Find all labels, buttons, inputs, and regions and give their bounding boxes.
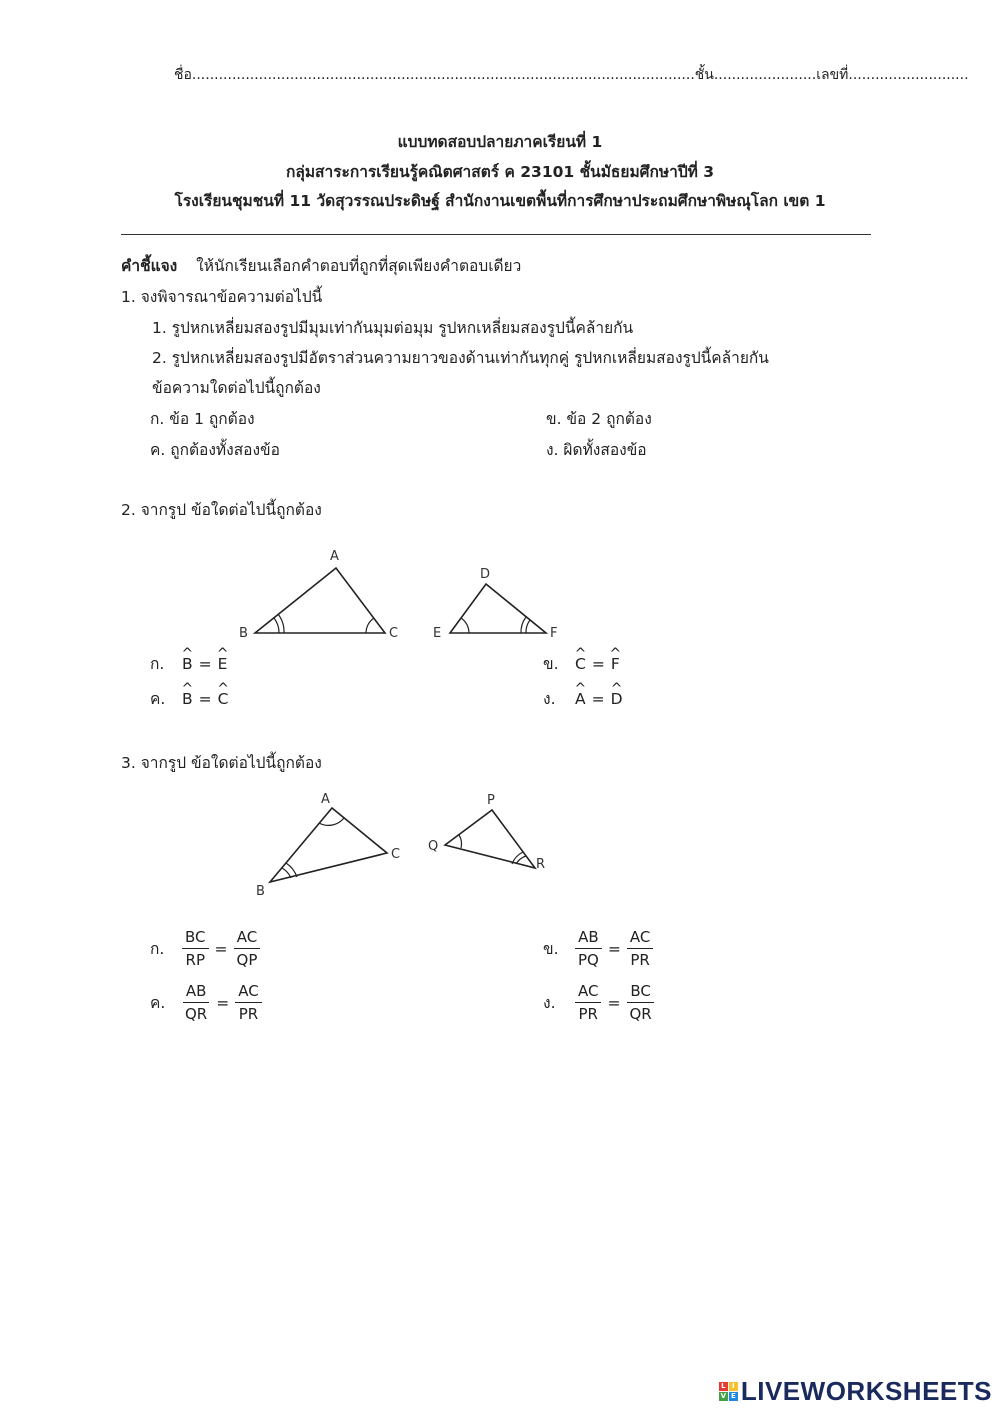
q2-angle-f-arc-1 <box>526 620 530 633</box>
q2-angle-e-arc <box>461 618 469 633</box>
q3-option-b-frac-2: $\frac{AC}{PR}$ <box>627 928 653 969</box>
q3-option-c-frac-2: $\frac{AC}{PR}$ <box>235 982 261 1023</box>
q3-prompt: 3. จากรูป ข้อใดต่อไปนี้ถูกต้อง <box>121 754 322 772</box>
exam-school: โรงเรียนชุมชนที่ 11 วัดสุวรรณประดิษฐ์ สำนักงานเขตพื้นที่การศึกษาประถมศึกษาพิษณุโลก เขต 1 <box>174 192 826 210</box>
q2-option-d-right: ^ D <box>611 690 623 708</box>
q1-option-c[interactable]: ค. ถูกต้องทั้งสองข้อ <box>150 441 280 459</box>
q2-option-d-letter: ง. <box>543 690 556 708</box>
q3-label-a: A <box>321 792 330 807</box>
q3-option-b[interactable]: ข. $\frac{AB}{PQ}$ = $\frac{AC}{PR}$ <box>543 928 653 969</box>
q3-option-c-letter: ค. <box>150 994 166 1012</box>
logo-mark-icon: L I V E <box>719 1382 738 1401</box>
q1-statement-2: 2. รูปหกเหลี่ยมสองรูปมีอัตราส่วนความยาวของด้านเท่ากันทุกคู่ รูปหกเหลี่ยมสองรูปนี้คล้ายกัน <box>152 349 769 367</box>
q1-option-a[interactable]: ก. ข้อ 1 ถูกต้อง <box>150 410 255 428</box>
q3-option-a-letter: ก. <box>150 940 165 958</box>
q2-label-c: C <box>389 626 399 641</box>
q2-label-f: F <box>550 626 558 641</box>
logo-text: LIVEWORKSHEETS <box>740 1376 992 1406</box>
q2-option-a-right: ^ E <box>218 655 228 673</box>
q2-option-c-left: ^ B <box>182 690 193 708</box>
q2-triangle-def <box>450 584 546 633</box>
q2-label-b: B <box>239 626 248 641</box>
liveworksheets-logo[interactable] <box>719 1376 992 1407</box>
q2-label-d: D <box>480 567 491 582</box>
q3-option-a[interactable]: ก. $\frac{BC}{RP}$ = $\frac{AC}{QP}$ <box>150 928 260 969</box>
q3-option-d[interactable]: ง. $\frac{AC}{PR}$ = $\frac{BC}{QR}$ <box>543 982 655 1023</box>
q2-triangle-abc <box>255 568 385 633</box>
q1-option-b[interactable]: ข. ข้อ 2 ถูกต้อง <box>546 410 652 428</box>
q2-option-b-right: ^ F <box>611 655 620 673</box>
q2-option-a[interactable]: ก. ^ B = ^ E <box>150 651 227 676</box>
q2-option-a-letter: ก. <box>150 655 165 673</box>
q2-option-c-right: ^ C <box>218 690 229 708</box>
q2-option-b-left: ^ C <box>575 655 586 673</box>
q3-label-p: P <box>487 793 495 808</box>
q3-option-d-frac-2: $\frac{BC}{QR}$ <box>626 982 654 1023</box>
q2-prompt: 2. จากรูป ข้อใดต่อไปนี้ถูกต้อง <box>121 501 322 519</box>
q2-angle-f-arc-2 <box>521 617 526 633</box>
q1-statement-1: 1. รูปหกเหลี่ยมสองรูปมีมุมเท่ากันมุมต่อมุม รูปหกเหลี่ยมสองรูปนี้คล้ายกัน <box>152 319 634 337</box>
q2-option-d-left: ^ A <box>575 690 586 708</box>
q3-label-r: R <box>536 857 546 872</box>
q2-option-d[interactable]: ง. ^ A = ^ D <box>543 686 623 711</box>
q3-option-d-frac-1: $\frac{AC}{PR}$ <box>575 982 601 1023</box>
exam-subject: กลุ่มสาระการเรียนรู้คณิตศาสตร์ ค 23101 ชั้นมัธยมศึกษาปีที่ 3 <box>285 163 715 181</box>
q3-option-c-frac-1: $\frac{AB}{QR}$ <box>182 982 210 1023</box>
q3-option-d-letter: ง. <box>543 994 556 1012</box>
student-info-line: ชื่อ.................................................................................................................ชั้น.......................เลขที่........................... <box>174 67 969 83</box>
q3-option-b-letter: ข. <box>543 940 559 958</box>
q1-prompt: 1. จงพิจารณาข้อความต่อไปนี้ <box>121 288 323 306</box>
q3-label-b: B <box>256 884 265 899</box>
q2-option-b-letter: ข. <box>543 655 559 673</box>
q1-option-d[interactable]: ง. ผิดทั้งสองข้อ <box>546 441 647 459</box>
q2-option-a-left: ^ B <box>182 655 193 673</box>
q2-option-b[interactable]: ข. ^ C = ^ F <box>543 651 620 676</box>
q1-question: ข้อความใดต่อไปนี้ถูกต้อง <box>152 379 321 397</box>
q3-label-q: Q <box>428 839 439 854</box>
exam-title: แบบทดสอบปลายภาคเรียนที่ 1 <box>397 133 603 151</box>
q2-option-c[interactable]: ค. ^ B = ^ C <box>150 686 228 711</box>
q2-angle-c-arc <box>366 618 374 633</box>
q3-label-c: C <box>391 847 401 862</box>
q2-label-a: A <box>330 549 339 564</box>
q3-option-b-frac-1: $\frac{AB}{PQ}$ <box>575 928 602 969</box>
instructions-text: ให้นักเรียนเลือกคำตอบที่ถูกที่สุดเพียงคำตอบเดียว <box>196 257 522 275</box>
q2-angle-b-arc-1 <box>274 618 279 633</box>
q3-option-a-frac-2: $\frac{AC}{QP}$ <box>234 928 261 969</box>
q3-option-c[interactable]: ค. $\frac{AB}{QR}$ = $\frac{AC}{PR}$ <box>150 982 262 1023</box>
q2-label-e: E <box>433 626 442 641</box>
q3-option-a-frac-1: $\frac{BC}{RP}$ <box>182 928 209 969</box>
instructions-label: คำชี้แจง <box>121 257 178 275</box>
q2-option-c-letter: ค. <box>150 690 166 708</box>
